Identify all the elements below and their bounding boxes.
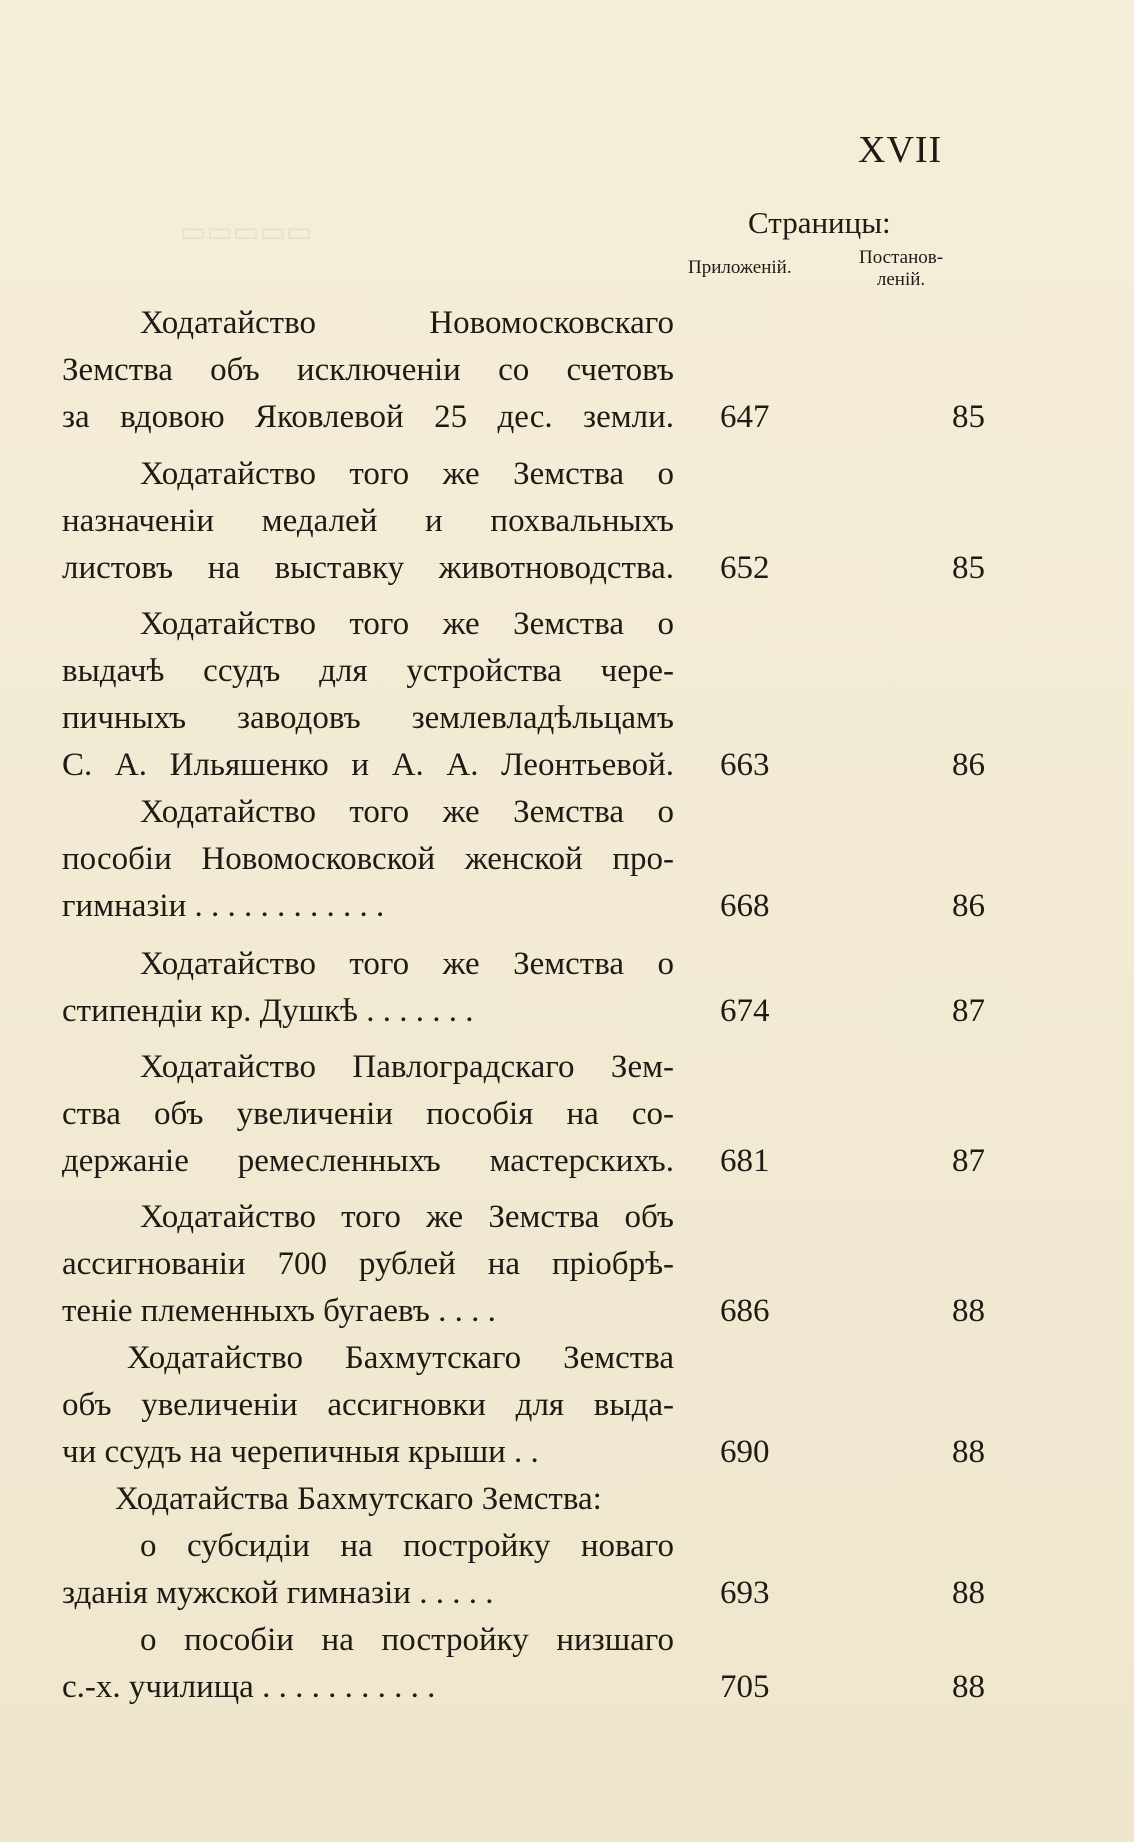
entry-line: теніе племенныхъ бугаевъ . . . .	[62, 1293, 496, 1329]
entry-line: пособіи Новомосковской женской про-	[62, 841, 674, 877]
entry-line: Ходатайство того же Земства о	[140, 456, 674, 492]
entry-line: о субсидіи на постройку новаго	[140, 1528, 674, 1564]
entry-line: назначеніи медалей и похвальныхъ	[62, 503, 674, 539]
entry-line: Ходатайство того же Земства о	[140, 794, 674, 830]
entry-line: пичныхъ заводовъ землевладѣльцамъ	[62, 700, 674, 736]
column-header-applications: Приложеній.	[688, 257, 792, 278]
application-page: 693	[720, 1575, 770, 1611]
resolution-page: 88	[952, 1575, 985, 1611]
page-number: XVII	[858, 129, 943, 171]
entry-line: стипендіи кр. Душкѣ . . . . . . .	[62, 993, 474, 1029]
entry-line: ассигнованіи 700 рублей на пріобрѣ-	[62, 1246, 674, 1282]
application-page: 647	[720, 399, 770, 435]
entry-line: Земства объ исключеніи со счетовъ	[62, 352, 674, 388]
entry-line: ства объ увеличеніи пособія на со-	[62, 1096, 674, 1132]
resolution-page: 86	[952, 888, 985, 924]
entry-line: Ходатайство того же Земства о	[140, 946, 674, 982]
entry-line: Ходатайство Новомосковскаго	[140, 305, 674, 341]
resolution-page: 86	[952, 747, 985, 783]
application-page: 705	[720, 1669, 770, 1705]
application-page: 652	[720, 550, 770, 586]
bleed-through-text: ▭▭▭▭▭	[180, 217, 313, 248]
entry-line: листовъ на выставку животноводства.	[62, 550, 674, 586]
entry-line: гимназіи . . . . . . . . . . . .	[62, 888, 385, 924]
column-header-resolutions-line2: леній.	[876, 269, 926, 290]
entry-line: за вдовою Яковлевой 25 дес. земли.	[62, 399, 674, 435]
resolution-page: 88	[952, 1293, 985, 1329]
entry-line: о пособіи на постройку низшаго	[140, 1622, 674, 1658]
entry-line: Ходатайства Бахмутскаго Земства:	[115, 1481, 602, 1517]
entry-line: держаніе ремесленныхъ мастерскихъ.	[62, 1143, 674, 1179]
application-page: 663	[720, 747, 770, 783]
column-header-resolutions	[845, 247, 957, 291]
entry-line: Ходатайство того же Земства объ	[140, 1199, 674, 1235]
entry-line: Ходатайство Бахмутскаго Земства	[127, 1340, 674, 1376]
entry-line: выдачѣ ссудъ для устройства чере-	[62, 653, 674, 689]
resolution-page: 85	[952, 399, 985, 435]
pages-heading: Страницы:	[748, 205, 891, 240]
resolution-page: 88	[952, 1434, 985, 1470]
resolution-page: 85	[952, 550, 985, 586]
application-page: 690	[720, 1434, 770, 1470]
application-page: 681	[720, 1143, 770, 1179]
entry-line: с.-х. училища . . . . . . . . . . .	[62, 1669, 436, 1705]
entry-line: С. А. Ильяшенко и А. А. Леонтьевой.	[62, 747, 674, 783]
resolution-page: 88	[952, 1669, 985, 1705]
application-page: 686	[720, 1293, 770, 1329]
entry-line: объ увеличеніи ассигновки для выда-	[62, 1387, 674, 1423]
resolution-page: 87	[952, 1143, 985, 1179]
application-page: 674	[720, 993, 770, 1029]
entry-line: Ходатайство того же Земства о	[140, 606, 674, 642]
resolution-page: 87	[952, 993, 985, 1029]
entry-line: чи ссудъ на черепичныя крыши . .	[62, 1434, 539, 1470]
entry-line: зданія мужской гимназіи . . . . .	[62, 1575, 494, 1611]
entry-line: Ходатайство Павлоградскаго Зем-	[140, 1049, 674, 1085]
application-page: 668	[720, 888, 770, 924]
column-header-resolutions-line1: Постанов-	[858, 247, 944, 268]
